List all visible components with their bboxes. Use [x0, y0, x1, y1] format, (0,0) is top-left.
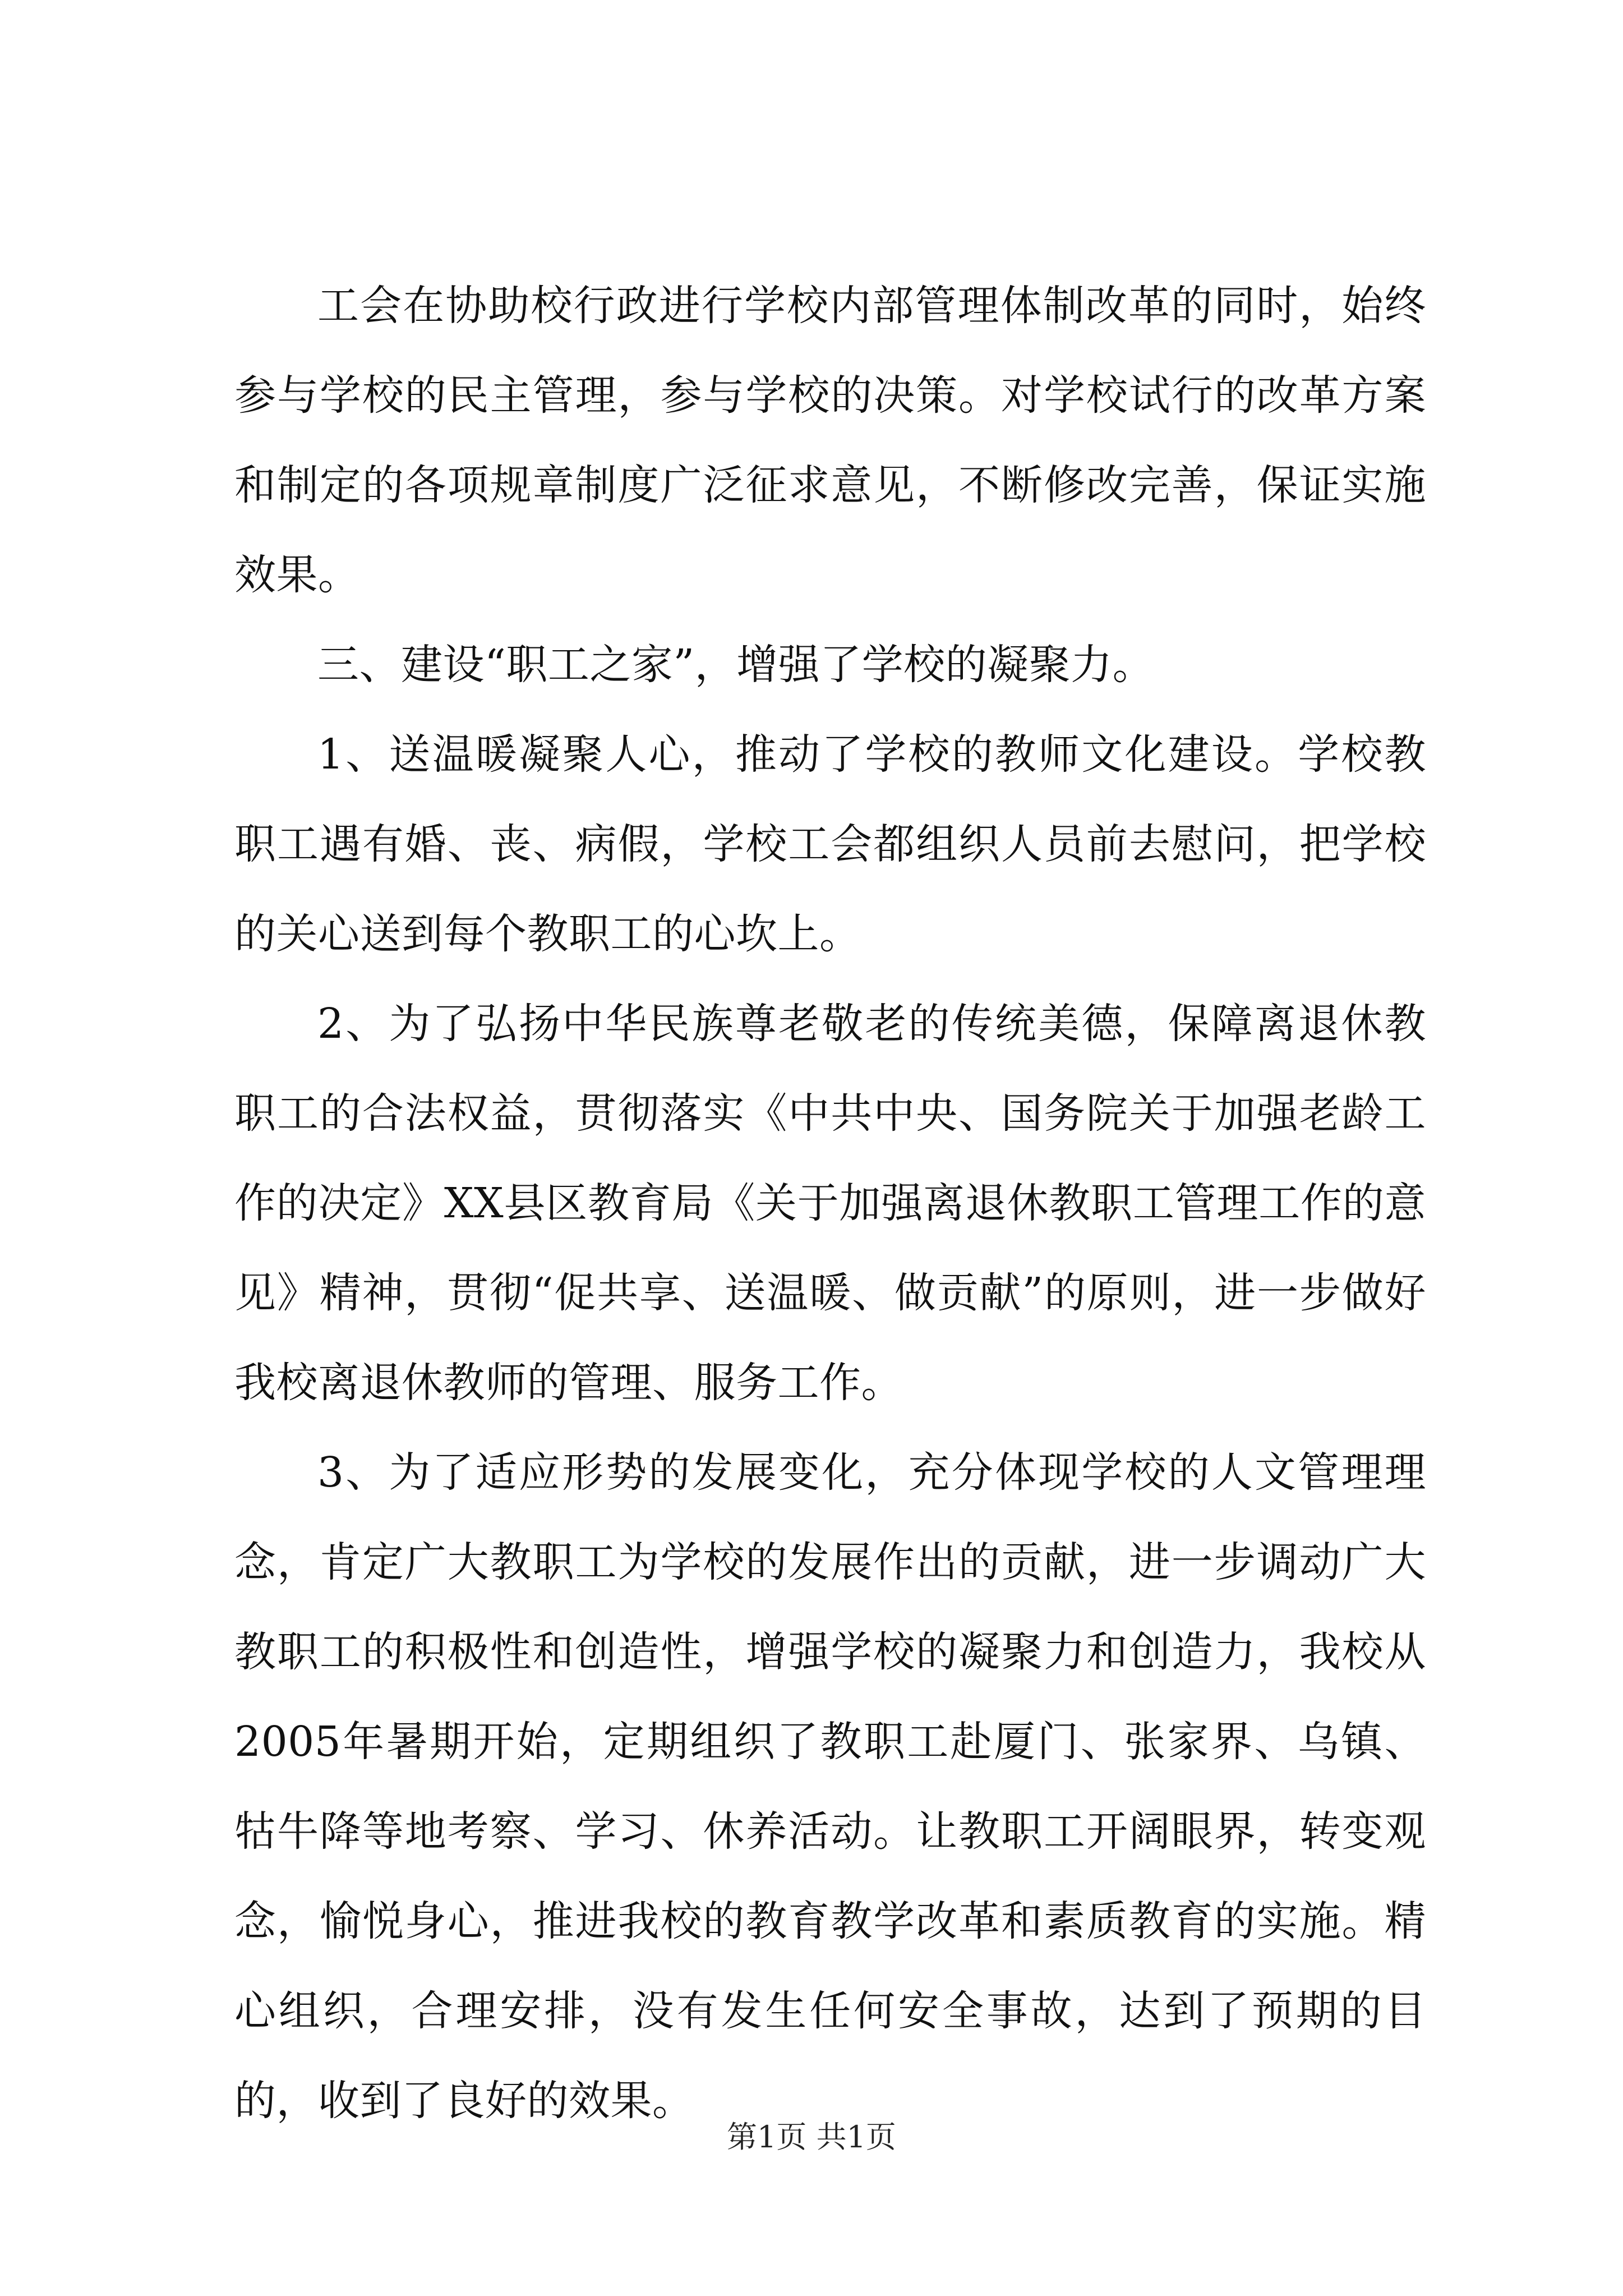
paragraph-union-management: 工会在协助校行政进行学校内部管理体制改革的同时，始终参与学校的民主管理，参与学校的决策。对学校试行的改革方案和制定的各项规章制度广泛征求意见，不断修改完善，保证实施效果。	[234, 282, 1426, 599]
paragraph-item-3: 3、为了适应形势的发展变化，充分体现学校的人文管理理念，肯定广大教职工为学校的发展作出的贡献，进一步调动广大教职工的积极性和创造性，增强学校的凝聚力和创造力，我校从2005年暑期开始，定期组织了教职工赴厦门、张家界、乌镇、牯牛降等地考察、学习、休养活动。让教职工开阔眼界，转变观念，愉悦身心，推进我校的教育教学改革和素质教育的实施。精心组织，合理安排，没有发生任何安全事故，达到了预期的目的，收到了良好的效果。	[234, 1448, 1426, 2125]
paragraph-item-1: 1、送温暖凝聚人心，推动了学校的教师文化建设。学校教职工遇有婚、丧、病假，学校工会都组织人员前去慰问，把学校的关心送到每个教职工的心坎上。	[234, 730, 1426, 958]
paragraph-item-2: 2、为了弘扬中华民族尊老敬老的传统美德，保障离退休教职工的合法权益，贯彻落实《中共中央、国务院关于加强老龄工作的决定》XX县区教育局《关于加强离退休教职工管理工作的意见》精神，贯彻“促共享、送温暖、做贡献”的原则，进一步做好我校离退休教师的管理、服务工作。	[234, 1000, 1426, 1407]
section-heading-staff-home: 三、建设“职工之家”，增强了学校的凝聚力。	[317, 641, 1155, 689]
page-number-footer: 第1页 共1页	[727, 2119, 896, 2155]
document-body	[234, 261, 1426, 2146]
